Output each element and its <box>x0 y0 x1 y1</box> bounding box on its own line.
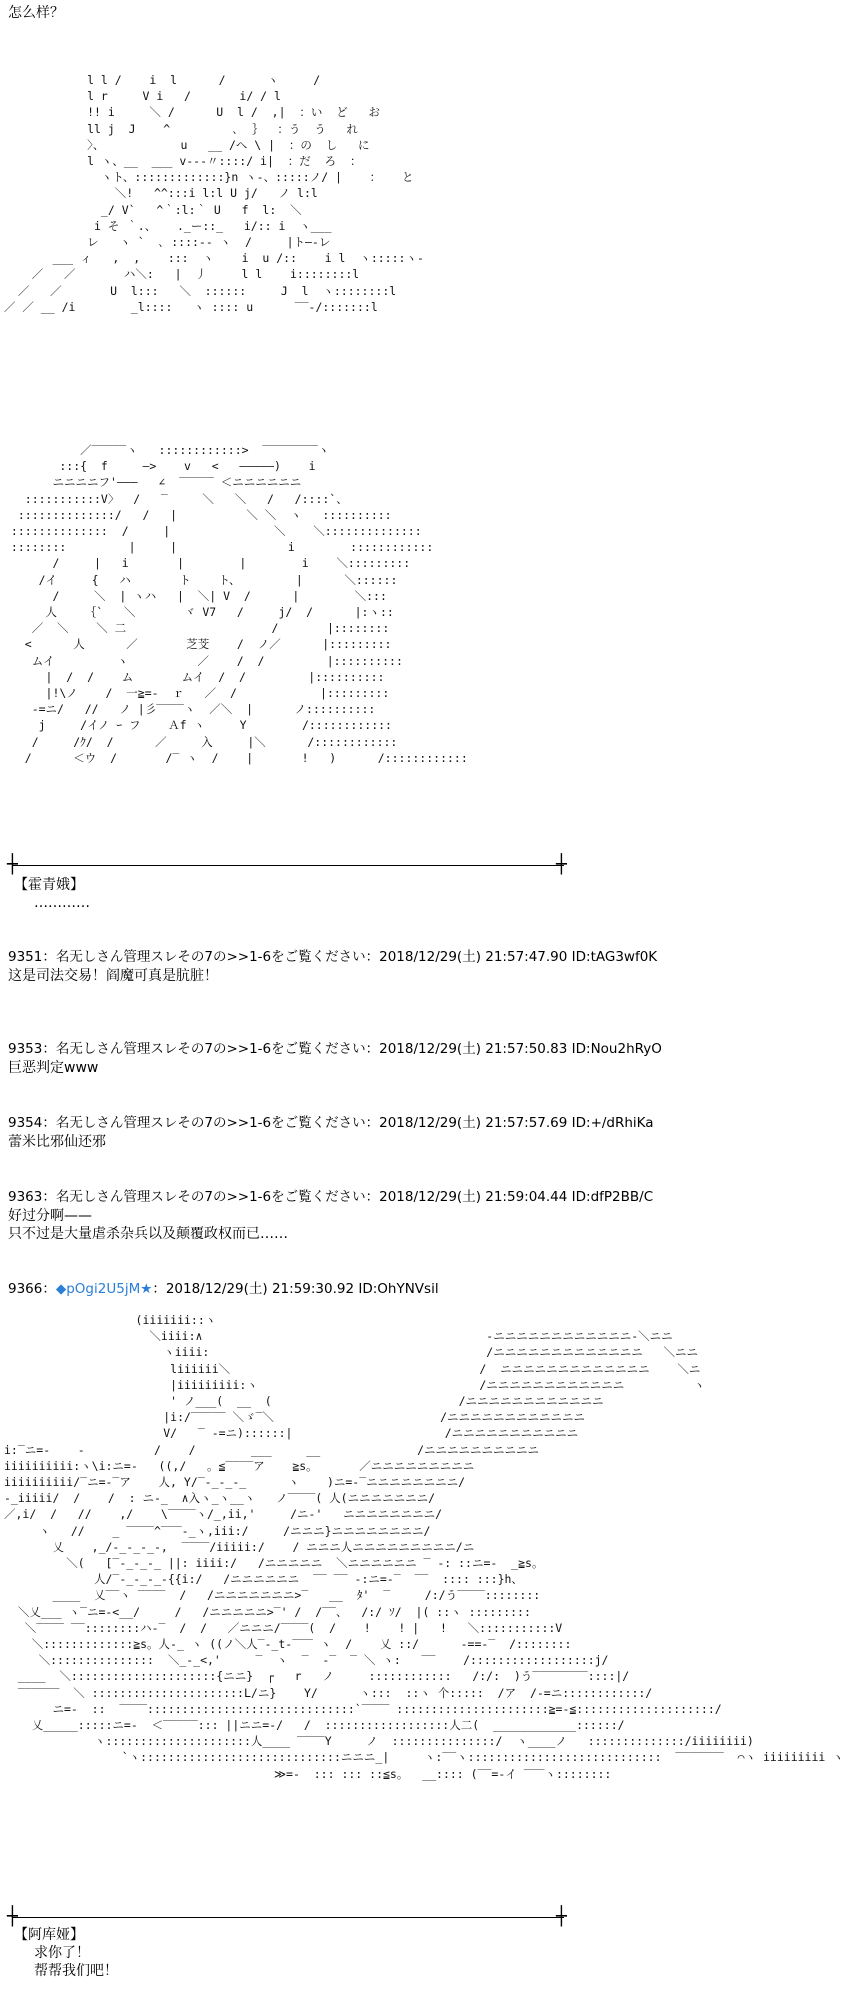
ascii-art-line: :::::::: | | i :::::::::::: <box>4 540 434 555</box>
ascii-art-line: 人/‾-_-_-_-{{i:/ /ニニニニニニ ‾‾ ‾‾ -:ニ=-‾ ‾‾ :::: :::}h、 <box>4 1572 523 1587</box>
post-header: 9354：名无しさん管理スレその7の>>1-6をご覧ください：2018/12/29(土) 21:57:57.69 ID:+/dRhiKa <box>8 1115 654 1131</box>
ascii-art-line: ／,i/ / // ,/ \‾‾‾‾ヽ/_,ii,' /ニ-' ニニニニニニニニ/ <box>4 1507 443 1522</box>
post-body: 巨恶判定www <box>8 1060 99 1076</box>
ascii-art-line: -_iiiii/ / / : ニ-_ ∧入ヽ_ヽ__ヽ ノ‾‾‾‾( 人(ニニニニニニニ/ <box>4 1491 436 1506</box>
ascii-art-line: ヽ // _ ‾‾‾‾^‾‾‾-_ヽ,iii:/ /ニニニ}ニニニニニニニニ/ <box>4 1523 431 1538</box>
post-datetime: ：2018/12/29(土) 21:59:30.92 ID:OhYNVsil <box>152 1281 439 1297</box>
ascii-art-line: `ヽ:::::::::::::::::::::::::::::ニニニ_| ヽ:‾‾ヽ:::::::::::::::::::::::::::: ‾‾‾‾‾‾‾ ⌒ヽ iiiiiiiii ヽ <box>4 1750 844 1765</box>
ascii-art-line: -=ニ/ // ノ |彡‾‾‾‾ヽ ／＼ | ノ:::::::::: <box>4 702 376 717</box>
speaker-label: 【阿库娅】 <box>14 1927 84 1943</box>
ascii-art-line: j /イノ ｰ フ Ａf ヽ Y /:::::::::::: <box>4 718 392 733</box>
ascii-art-line: 乂_____:::::ニ=- ＜‾‾‾‾‾::: ||ニニ=-/ / ::::::::::::::::::人二( ____________::::::/ <box>4 1718 625 1733</box>
ascii-art-line: !! i ＼ / U l / ,| ：い ど お <box>4 105 380 120</box>
ascii-art-line: ll j J ^ ､ ｝ ：う う れ <box>4 121 359 136</box>
post-body: 这是司法交易！阎魔可真是肮脏！ <box>8 968 218 984</box>
ascii-art-block-3 <box>4 1312 844 1782</box>
ascii-art-line: < 人 ／ 芝芠 / ノ／ |::::::::: <box>4 637 392 652</box>
ascii-art-line: ＼( [‾-_-_-_ ||: iiii:/ /ニニニニニ ＼ニニニニニニ ‾ -: ::ニ=- _≧s。 <box>4 1556 544 1571</box>
post-header: 9351：名无しさん管理スレその7の>>1-6をご覧ください：2018/12/29(土) 21:57:47.90 ID:tAG3wf0K <box>8 949 658 965</box>
ascii-art-line: ／‾‾‾‾‾ヽ ::::::::::::> ‾‾‾‾‾‾‾‾ヽ <box>4 443 330 457</box>
ascii-art-line: iiiiiiiiii:ヽ\i:ニ=- ((,/ 。≦‾‾‾‾ア ≧s。 ／ニニニニニニニニニ <box>4 1458 475 1473</box>
ascii-art-block-2 <box>4 442 468 766</box>
divider-line <box>12 865 564 866</box>
ascii-art-line: ＼! ^^:::i l:l U j/ ノ l:l <box>4 186 318 201</box>
post-header: 9353：名无しさん管理スレその7の>>1-6をご覧ください：2018/12/29(土) 21:57:50.83 ID:Nou2hRyO <box>8 1041 662 1057</box>
trip-code: ◆pOgi2U5jM <box>55 1281 141 1297</box>
ascii-art-line: liiiiii＼ / ニニニニニニニニニニニニニ ＼ニ <box>4 1361 701 1376</box>
post-body: 蕾米比邪仙还邪 <box>8 1134 106 1150</box>
ascii-art-line: ニ=- :: ‾‾‾‾::::::::::::::::::::::::::::::`‾‾‾‾ ::::::::::::::::::::::≧=-≦::::::::::::::::::::/ <box>4 1701 722 1716</box>
ascii-art-line: ＼:::::::::::::≧s。人-_ ヽ ((ノ＼人‾-_t-‾‾‾ ヽ / 乂 ::/ -==-‾ /:::::::: <box>4 1637 572 1652</box>
ascii-art-line: ／ ／ U l::: ＼ :::::: J l ヽ::::::::l <box>4 283 397 298</box>
ascii-art-line: |iiiiiiiii:ヽ /ニニニニニニニニニニニニ ヽ <box>4 1377 706 1392</box>
ascii-art-line: レ ヽ ` ､ ::::-- ヽ / |ト―-レ <box>4 235 331 250</box>
ascii-art-line: ニニニニフ'――― ∠ ‾‾‾‾‾ ＜ニニニニニニ <box>4 475 302 490</box>
ascii-art-line: ::::::::::::::/ / | ＼ ＼ ヽ :::::::::: <box>4 507 392 522</box>
divider-cross-right: ┼ <box>556 854 567 875</box>
ascii-art-line: ヽ:::::::::::::::::::::人____ ‾‾‾‾Y ノ :::::::::::::::/ ヽ____ノ ::::::::::::::/iiiiiiii) <box>4 1734 754 1749</box>
ascii-art-line: ／ ／ ハ＼: | 丿 l l i::::::::l <box>4 267 360 282</box>
speaker-label: 【霍青娥】 <box>14 877 84 893</box>
ascii-art-line: ヽト、:::::::::::::}n ヽ-、:::::ノ/ | ： と <box>4 170 414 185</box>
post-number: 9366 <box>8 1281 43 1297</box>
ascii-art-line: ___ ィ , , ::: ヽ i u /:: i l ヽ:::::ヽ- <box>4 251 424 266</box>
ascii-art-line: ' ノ___( __ ( /ニニニニニニニニニニニニ <box>4 1394 604 1409</box>
ascii-art-line: iiiiiiiiii/‾ニ=-‾ア 人, Y/‾-_-_-_ ヽ )ニ=-‾ニニニニニニニニ/ <box>4 1475 466 1490</box>
ascii-art-line: 〉、 u __ /へ \ | ：の し に <box>4 137 370 152</box>
ascii-art-line: :::::::::::::: / | ＼ ＼:::::::::::::: <box>4 524 422 539</box>
divider-cross-right: ┼ <box>556 1906 567 1927</box>
divider-cross-left: ┼ <box>7 1906 18 1927</box>
ascii-art-line: ＼iiii:∧ -ニニニニニニニニニニニニ-＼ニニ <box>4 1329 673 1344</box>
ascii-art-line: ／ ＼ ＼ 二 / |:::::::: <box>4 621 390 636</box>
ascii-art-line: / ＼ | ヽハ | ＼| V / | ＼::: <box>4 588 387 603</box>
post-body: 只不过是大量虐杀杂兵以及颠覆政权而已…… <box>8 1226 288 1242</box>
ascii-art-line: |!\ノ / 一≧=- ｒ ／ / |::::::::: <box>4 686 390 701</box>
ascii-art-line: ／ ／ __ /i _l:::: ヽ :::: u ‾‾-/:::::::l <box>4 299 378 314</box>
ascii-art-line: ____ ＼:::::::::::::::::::::{ニニ} ┌ r ノ :::::::::::: /:/: )う‾‾‾‾‾‾‾‾::::|/ <box>4 1669 630 1684</box>
ascii-art-line: ＼::::::::::::::: ＼_-_<,' ‾ ヽ ‾ -‾ ‾ ＼ ヽ: ‾‾ /::::::::::::::::::j/ <box>4 1653 609 1668</box>
ascii-art-line: :::::::::::V〉 / ‾ ＼ ＼ / /::::`、 <box>4 491 348 506</box>
speaker-line: 帮帮我们吧！ <box>34 1963 118 1979</box>
ascii-art-block-1 <box>4 72 424 315</box>
speaker-line: ………… <box>34 895 90 911</box>
ascii-art-line: _/ V` ^｀:l:｀ U f l: ＼ <box>4 202 302 217</box>
ascii-art-line: ≫=- ::: ::: ::≦s。 __:::: (‾‾=-イ ‾‾‾ヽ:::::::: <box>4 1766 612 1781</box>
post-body: 好过分啊—— <box>8 1208 92 1224</box>
ascii-art-line: / | i | | i ＼::::::::: <box>4 556 411 571</box>
star-icon: ★ <box>140 1281 153 1297</box>
ascii-art-line: / /ｸ/ / ／ 入 |＼ /:::::::::::: <box>4 734 398 749</box>
ascii-art-line: i:‾ニ=- - / / ___ __ /ニニニニニニニニニニ <box>4 1442 539 1457</box>
ascii-art-line: l ヽ、__ ___ v---〃::::/ i| ：だ ろ ： <box>4 154 362 169</box>
ascii-art-line: V/ ‾ -=ニ)::::::| /ニニニニニニニニニニニ <box>4 1426 579 1441</box>
ascii-art-line: ____ 乂‾‾ヽ ‾‾‾‾ / /ニニニニニニニ>‾ __ ﾀ' ‾ /:/う‾‾‾‾:::::::: <box>4 1588 541 1603</box>
post-header: 9363：名无しさん管理スレその7の>>1-6をご覧ください：2018/12/29(土) 21:59:04.44 ID:dfP2BB/C <box>8 1189 654 1205</box>
ascii-art-line: l r V i / i/ / l <box>4 89 281 104</box>
speaker-line: 求你了！ <box>34 1945 90 1961</box>
ascii-art-line: 人 ｛` ＼ ヾ V7 / j/ / |:ヽ:: <box>4 605 394 620</box>
ascii-art-line: /イ { ハ ト ト、 | ＼:::::: <box>4 572 398 587</box>
ascii-art-line: 乂 ,_/-_-_-_-, ‾‾‾‾/iiiii:/ / ニニニ人ニニニニニニニニニ/ニ <box>4 1539 475 1554</box>
ascii-art-line: ‾‾‾‾‾‾ ＼ ::::::::::::::::::::::L/ニ} Y/ ヽ::: ::ヽ 个::::: /ア /-=ニ::::::::::::/ <box>4 1685 653 1700</box>
ascii-art-line: |i:/‾‾‾‾‾ ＼ゞ‾＼ /ニニニニニニニニニニニニ <box>4 1410 585 1425</box>
post-header-9366: 9366：◆pOgi2U5jM★：2018/12/29(土) 21:59:30.92 ID:OhYNVsil <box>8 1281 439 1297</box>
ascii-art-line: i そ ｀.、 ._ー::_ i/:: i ヽ___ <box>4 218 332 233</box>
ascii-art-line: / ＜ウ / /‾ ヽ / | ! ) /:::::::::::: <box>4 750 468 765</box>
ascii-art-line: :::{ f ―> v < ―――――) i <box>4 459 316 474</box>
divider-cross-left: ┼ <box>7 854 18 875</box>
top-text: 怎么样？ <box>8 5 64 21</box>
ascii-art-line: ＼‾‾‾‾ ‾‾::::::::ハ-‾ / / ／ニニニ/‾‾‾‾( / ! ! | ! ＼:::::::::::V <box>4 1620 563 1635</box>
ascii-art-line: | / / ム ムイ / / |:::::::::: <box>4 669 385 684</box>
ascii-art-line: ムイ ヽ ／ / / |:::::::::: <box>4 653 403 668</box>
ascii-art-line: (iiiiiii::ヽ <box>4 1313 217 1327</box>
divider-line <box>12 1917 564 1918</box>
ascii-art-line: l l / i l / ヽ / <box>4 73 321 87</box>
ascii-art-line: ＼乂___ ヽ‾ニ=-<__/ / /ニニニニニ>‾' / /‾‾、 /:/ ｿ/ |( ::ヽ ::::::::: <box>4 1604 531 1619</box>
ascii-art-line: ヽiiii: /ニニニニニニニニニニニニニ ＼ニニ <box>4 1345 698 1360</box>
